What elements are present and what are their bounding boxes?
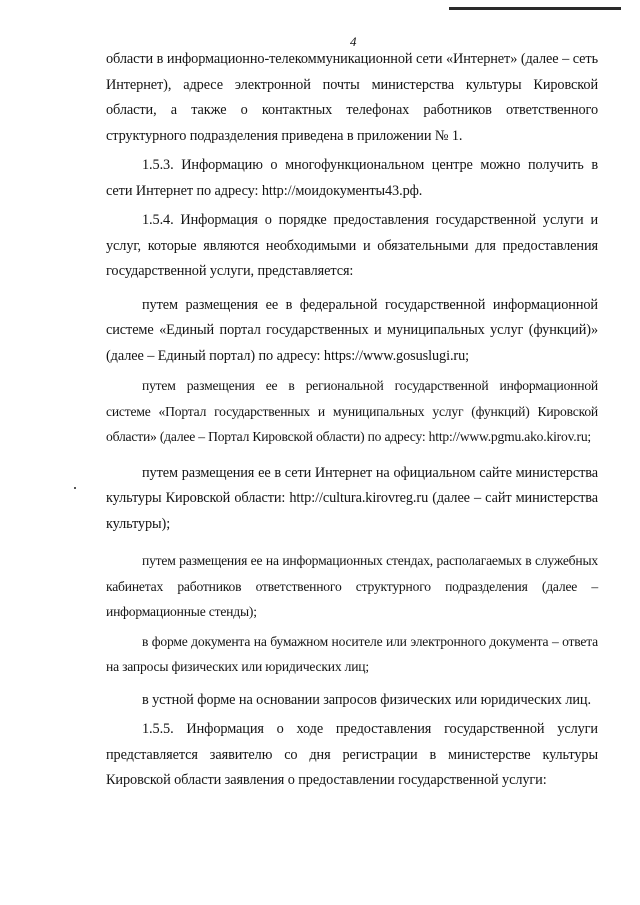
- list-item-ministry-site: путем размещения ее в сети Интернет на официальном сайте министерства культуры Кировской области: http://cultura.kirovreg.ru (далее – сайт министерства культуры);: [106, 464, 598, 532]
- list-item-written-reply: в форме документа на бумажном носителе или электронного документа – ответа на запросы физических или юридических лиц;: [106, 633, 598, 674]
- scan-speck: [74, 487, 76, 489]
- list-item-federal-portal: путем размещения ее в федеральной государственной информационной системе «Единый портал государственных и муниципальных услуг (функций)» (далее – Единый портал) по адресу: https://www.gosuslugi.ru;: [106, 296, 598, 364]
- paragraph-1-5-5: 1.5.5. Информация о ходе предоставления государственной услуги представляется заявителю со дня регистрации в министерстве культуры Кировской области заявления о предоставлении государственной услуги:: [106, 721, 598, 788]
- scan-edge-line: [449, 7, 621, 10]
- list-item-oral-reply: в устной форме на основании запросов физических или юридических лиц.: [142, 691, 591, 708]
- document-body: [106, 47, 598, 794]
- paragraph-contacts: области в информационно-телекоммуникационной сети «Интернет» (далее – сеть Интернет), адресе электронной почты министерства культуры Кировской области, а также о контактных телефонах работников ответственного структурного подразделения приведена в приложении № 1.: [106, 51, 598, 144]
- list-item-regional-portal: путем размещения ее в региональной государственной информационной системе «Портал государственных и муниципальных услуг (функций) Кировской области» (далее – Портал Кировской области) по адресу: http://www.pgmu.ako.kirov.ru;: [106, 378, 598, 444]
- paragraph-1-5-3: 1.5.3. Информацию о многофункциональном центре можно получить в сети Интернет по адресу: http://моидокументы43.рф.: [106, 157, 598, 199]
- paragraph-1-5-4: 1.5.4. Информация о порядке предоставления государственной услуги и услуг, которые являются необходимыми и обязательными для предоставления государственной услуги, представляется:: [106, 212, 598, 279]
- page-number: 4: [350, 34, 357, 49]
- list-item-info-stands: путем размещения ее на информационных стендах, располагаемых в служебных кабинетах работников ответственного структурного подразделения (далее – информационные стенды);: [106, 553, 598, 619]
